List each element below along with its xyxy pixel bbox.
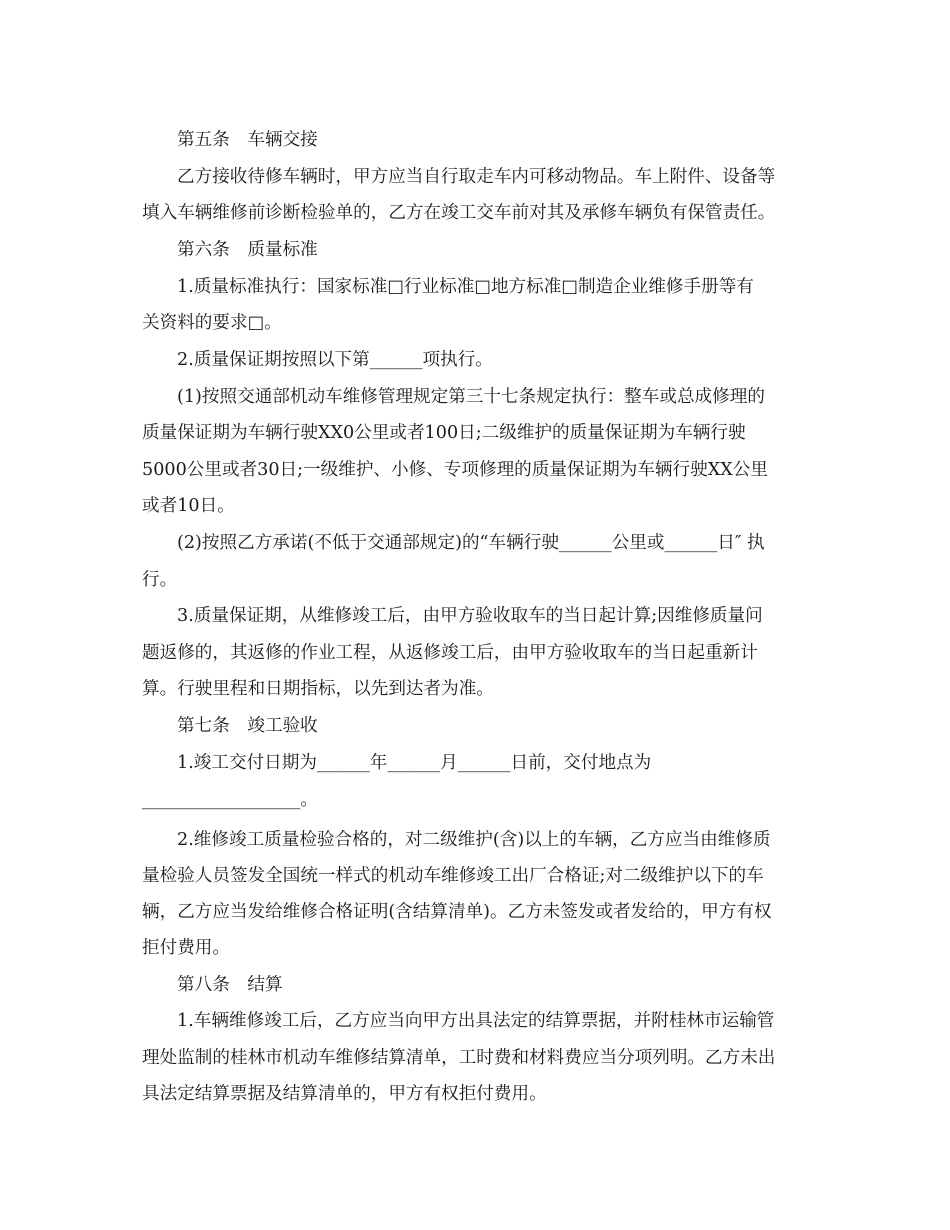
section-heading-5: 第五条 车辆交接 bbox=[177, 130, 318, 150]
paragraph-line: 1.质量标准执行：国家标准□行业标准□地方标准□制造企业维修手册等有 bbox=[177, 277, 754, 297]
paragraph-line: 1.车辆维修竣工后，乙方应当向甲方出具法定的结算票据，并附桂林市运输管 bbox=[177, 1011, 775, 1031]
paragraph-line: 算。行驶里程和日期指标，以先到达者为准。 bbox=[142, 679, 494, 699]
paragraph-line: 2.质量保证期按照以下第______项执行。 bbox=[177, 350, 493, 370]
paragraph-line: 理处监制的桂林市机动车维修结算清单，工时费和材料费应当分项列明。乙方未出 bbox=[142, 1048, 776, 1068]
paragraph-line: 行。 bbox=[142, 570, 178, 590]
paragraph-line: 3.质量保证期，从维修竣工后，由甲方验收取车的当日起计算;因维修质量问 bbox=[177, 606, 763, 626]
blank-underline: __________________。 bbox=[142, 790, 318, 810]
paragraph-line: 填入车辆维修前诊断检验单的，乙方在竣工交车前对其及承修车辆负有保管责任。 bbox=[142, 203, 776, 223]
paragraph-line: (2)按照乙方承诺(不低于交通部规定)的“车辆行驶______公里或______日″ 执 bbox=[177, 533, 765, 553]
paragraph-line: (1)按照交通部机动车维修管理规定第三十七条规定执行：整车或总成修理的 bbox=[177, 387, 765, 407]
paragraph-line: 具法定结算票据及结算清单的，甲方有权拒付费用。 bbox=[142, 1084, 547, 1104]
section-heading-6: 第六条 质量标准 bbox=[177, 240, 318, 260]
paragraph-line: 乙方接收待修车辆时，甲方应当自行取走车内可移动物品。车上附件、设备等 bbox=[177, 167, 776, 187]
paragraph-line: 5000公里或者30日;一级维护、小修、专项修理的质量保证期为车辆行驶XX公里 bbox=[142, 460, 768, 480]
section-heading-7: 第七条 竣工验收 bbox=[177, 716, 318, 736]
paragraph-line: 题返修的，其返修的作业工程，从返修竣工后，由甲方验收取车的当日起重新计 bbox=[142, 643, 758, 663]
paragraph-line: 拒付费用。 bbox=[142, 938, 230, 958]
paragraph-line: 2.维修竣工质量检验合格的，对二级维护(含)以上的车辆，乙方应当由维修质 bbox=[177, 830, 771, 850]
paragraph-line: 或者10日。 bbox=[142, 496, 235, 516]
paragraph-line: 关资料的要求□。 bbox=[142, 313, 282, 333]
paragraph-line: 量检验人员签发全国统一样式的机动车维修竣工出厂合格证;对二级维护以下的车 bbox=[142, 866, 764, 886]
paragraph-line: 辆，乙方应当发给维修合格证明(含结算清单)。乙方未签发或者发给的，甲方有权 bbox=[142, 902, 772, 922]
section-heading-8: 第八条 结算 bbox=[177, 975, 283, 995]
paragraph-line: 质量保证期为车辆行驶XX0公里或者100日;二级维护的质量保证期为车辆行驶 bbox=[142, 423, 746, 443]
paragraph-line: 1.竣工交付日期为______年______月______日前，交付地点为 bbox=[177, 753, 652, 773]
